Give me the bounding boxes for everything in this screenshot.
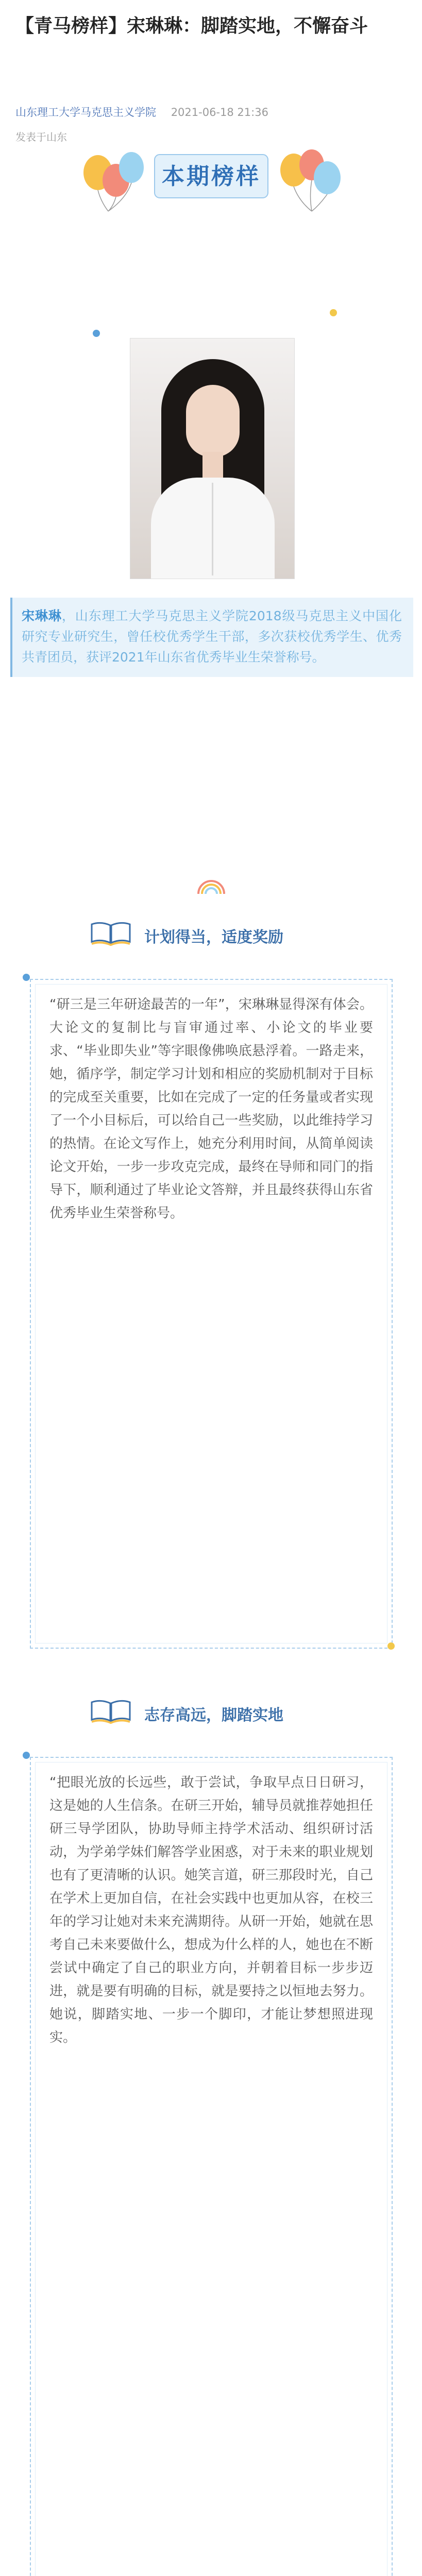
section-title-1: 计划得当，适度奖励 (144, 928, 283, 946)
decor-dot (23, 974, 30, 981)
publish-location: 发表于山东 (15, 131, 67, 143)
intro-name: 宋琳琳 (22, 608, 62, 623)
banner-title: 本期榜样 (162, 163, 261, 190)
open-book-icon (88, 917, 134, 948)
intro-block (10, 598, 413, 677)
section-content-box-1 (30, 979, 393, 1649)
account-name-link[interactable]: 山东理工大学马克思主义学院 (15, 106, 156, 118)
section-title-2: 志存高远，脚踏实地 (144, 1706, 283, 1724)
intro-text: ，山东理工大学马克思主义学院2018级马克思主义中国化研究专业研究生，曾任校优秀学生干部，多次获校优秀学生、优秀共青团员，获评2021年山东省优秀毕业生荣誉称号。 (22, 608, 402, 665)
decor-dot (330, 309, 337, 316)
decor-dot (387, 1642, 395, 1650)
section-paragraph: “研三是三年研途最苦的一年”，宋琳琳显得深有体会。大论文的复制比与盲审通过率、小论文的毕业要求、“毕业即失业”等字眼像佛唤底悬浮着。一路走来，她，循序学，制定学习计划和相应的奖励机制对于目标的完成至关重要，比如在完成了一定的任务量或者实现了一个小目标后，可以给自己一些奖励，以此维持学习的热情。在论文写作上，她充分利用时间，从简单阅读论文开始，一步一步攻克完成，最终在导师和同门的指导下，顺利通过了毕业论文答辩，并且最终获得山东省优秀毕业生荣誉称号。 (49, 997, 373, 1221)
rainbow-icon (196, 876, 227, 896)
open-book-icon (88, 1695, 134, 1726)
section-paragraph: “把眼光放的长远些，敢于尝试，争取早点日日研习，这是她的人生信条。在研三开始，辅导员就推荐她担任研三导学团队，协助导师主持学术活动、组织研讨活动，为学弟学妹们解答学业困惑，对于未来的职业规划也有了更清晰的认识。她笑言道，研三那段时光，自己在学术上更加自信，在社会实践中也更加从容，在校三年的学习让她对未来充满期待。从研一开始，她就在思考自己未来要做什么，想成为什么样的人，她也在不断尝试中确定了自己的职业方向，并朝着目标一步步迈进，就是要有明确的目标，就是要持之以恒地去努力。她说，脚踏实地、一步一个脚印，才能让梦想照进现实。 (49, 1775, 373, 2045)
decor-dot (23, 1752, 30, 1759)
section-content-box-2 (30, 1757, 393, 2576)
portrait-photo (130, 338, 295, 579)
photo-face-shape (186, 385, 240, 457)
photo-shirt-detail (212, 483, 213, 575)
decor-dot (93, 330, 100, 337)
article-meta (15, 104, 268, 120)
article-title: 【青马榜样】宋琳琳：脚踏实地，不懈奋斗 (15, 15, 368, 37)
publish-date: 2021-06-18 21:36 (171, 106, 268, 118)
